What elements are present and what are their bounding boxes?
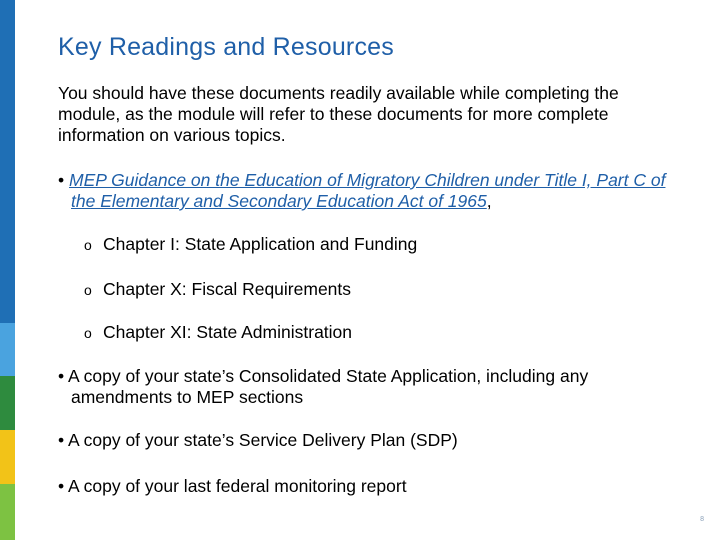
bullet-marker: • [58,430,65,450]
bullet-marker: • [58,476,65,496]
bullet-marker: • [58,366,65,386]
side-bar-segment-lime [0,484,15,540]
intro-paragraph: You should have these documents readily available while completing the module, as the module will refer to these documents for more complete information on various topics. [58,83,619,145]
sub-item-chapter-1 [84,234,417,255]
sub-item-label: Chapter I: State Application and Funding [103,234,418,254]
bullet-service-delivery-plan [58,430,681,451]
link-trailing-comma: , [486,191,492,211]
side-bar-segment-green [0,376,15,430]
slide-title: Key Readings and Resources [58,33,394,61]
bullet-text: A copy of your state’s Service Delivery Plan (SDP) [68,430,458,450]
sub-item-chapter-10 [84,279,351,300]
mep-guidance-link[interactable]: MEP Guidance on the Education of Migratory Children under Title I, Part C of the Elementary and Secondary Education Act of 1965 [69,170,666,211]
bullet-consolidated-application [58,366,681,408]
bullet-text: A copy of your state’s Consolidated State Application, including any amendments to MEP sections [68,366,589,407]
page-number: 8 [700,516,704,523]
bullet-monitoring-report [58,476,681,497]
sub-marker: o [84,237,92,253]
bullet-mep-guidance [58,170,681,212]
sub-item-label: Chapter XI: State Administration [103,322,353,342]
bullet-text: A copy of your last federal monitoring report [68,476,407,496]
side-bar-segment-yellow [0,430,15,484]
bullet-marker: • [58,170,65,190]
sub-marker: o [84,282,92,298]
side-bar-segment-light-blue [0,323,15,376]
sub-marker: o [84,325,92,341]
sub-item-label: Chapter X: Fiscal Requirements [103,279,352,299]
sub-item-chapter-11 [84,322,352,343]
side-bar-segment-blue [0,0,15,323]
side-color-bar [0,0,15,540]
